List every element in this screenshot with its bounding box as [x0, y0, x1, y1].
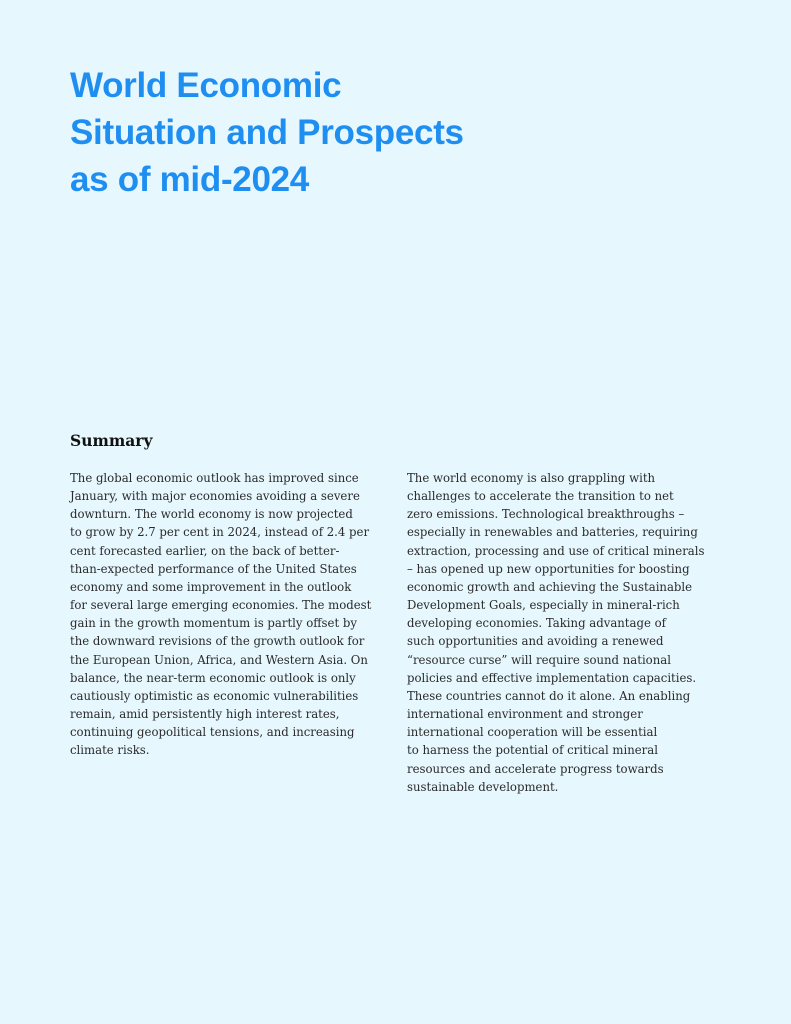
paragraph-line: – has opened up new opportunities for boosting: [407, 561, 690, 576]
paragraph-line: downturn. The world economy is now projected: [70, 507, 353, 522]
paragraph-line: The global economic outlook has improved since: [70, 471, 359, 485]
paragraph-line: economy and some improvement in the outlook: [70, 579, 352, 594]
paragraph-line: for several large emerging economies. The modest: [70, 598, 372, 613]
paragraph-line: Development Goals, especially in mineral-rich: [407, 598, 680, 613]
paragraph-line: challenges to accelerate the transition to net: [407, 489, 674, 504]
paragraph-line: resources and accelerate progress towards: [407, 761, 664, 776]
paragraph-line: zero emissions. Technological breakthroughs –: [407, 507, 685, 522]
paragraph-line: international environment and stronger: [407, 707, 643, 722]
paragraph-line: than-expected performance of the United States: [70, 561, 357, 576]
paragraph-line: developing economies. Taking advantage of: [407, 616, 666, 631]
paragraph-line: the European Union, Africa, and Western Asia. On: [70, 652, 368, 667]
paragraph-line: the downward revisions of the growth outlook for: [70, 634, 365, 649]
paragraph-line: extraction, processing and use of critical minerals: [407, 543, 705, 558]
title-line: as of mid-2024: [70, 160, 309, 199]
paragraph-line: cautiously optimistic as economic vulnerabilities: [70, 688, 359, 703]
paragraph-line: continuing geopolitical tensions, and increasing: [70, 725, 355, 740]
paragraph-line: cent forecasted earlier, on the back of better-: [70, 543, 340, 558]
summary-left-column: [70, 469, 392, 760]
paragraph-line: to harness the potential of critical mineral: [407, 743, 658, 758]
paragraph-line: January, with major economies avoiding a severe: [70, 489, 360, 504]
page-title: [70, 62, 530, 203]
paragraph-line: These countries cannot do it alone. An enabling: [407, 688, 691, 703]
title-line: Situation and Prospects: [70, 113, 464, 152]
paragraph-line: The world economy is also grappling with: [407, 471, 656, 485]
paragraph-line: to grow by 2.7 per cent in 2024, instead of 2.4 per: [70, 525, 370, 540]
paragraph-line: “resource curse” will require sound national: [407, 652, 671, 667]
paragraph-line: remain, amid persistently high interest rates,: [70, 707, 340, 722]
paragraph-line: climate risks.: [70, 743, 150, 758]
summary-heading: Summary: [70, 431, 153, 450]
paragraph-line: sustainable development.: [407, 779, 559, 794]
paragraph-line: especially in renewables and batteries, requiring: [407, 525, 698, 540]
title-line: World Economic: [70, 66, 342, 105]
paragraph-line: gain in the growth momentum is partly offset by: [70, 616, 357, 631]
paragraph-line: economic growth and achieving the Sustainable: [407, 579, 693, 594]
summary-right-column: [407, 469, 737, 796]
paragraph-line: balance, the near-term economic outlook is only: [70, 670, 356, 685]
paragraph-line: policies and effective implementation capacities.: [407, 670, 697, 685]
paragraph-line: such opportunities and avoiding a renewed: [407, 634, 664, 649]
paragraph-line: international cooperation will be essential: [407, 725, 658, 740]
